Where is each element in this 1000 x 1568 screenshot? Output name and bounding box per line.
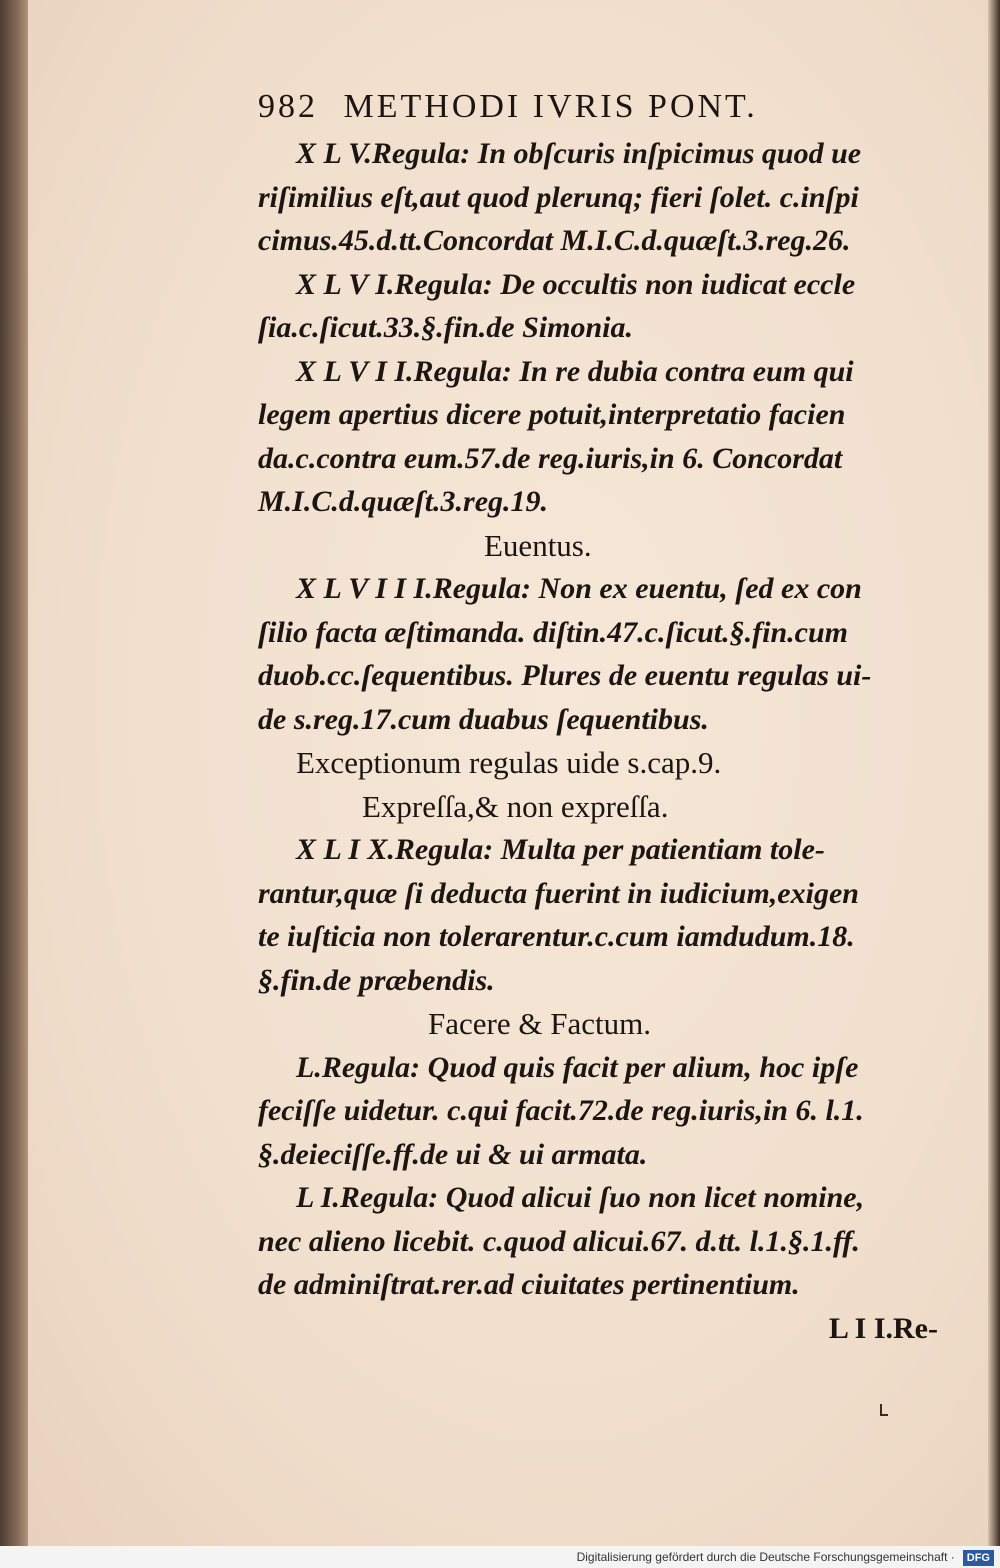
- text-line: §.deieciſſe.ff.de ui & ui armata.: [258, 1137, 648, 1171]
- footer-bar: [0, 1546, 1000, 1568]
- section-heading: Exceptionum regulas uide s.cap.9.: [296, 745, 722, 780]
- text-line: ſilio facta æſtimanda. diſtin.47.c.ſicut.§.fin.cum: [258, 615, 848, 649]
- margin-mark: [880, 1404, 888, 1416]
- text-line: te iuſticia non tolerarentur.c.cum iamdudum.18.: [258, 920, 855, 953]
- text-line: riſimilius eſt,aut quod plerunq; fieri ſolet. c.inſpi: [258, 180, 859, 214]
- text-line: cimus.45.d.tt.Concordat M.I.C.d.quæſt.3.reg.26.: [258, 224, 851, 257]
- text-line: M.I.C.d.quæſt.3.reg.19.: [258, 485, 549, 518]
- page-edge-right: [988, 0, 1000, 1568]
- dfg-logo-icon: DFG: [963, 1550, 994, 1566]
- section-heading: Facere & Factum.: [428, 1006, 651, 1041]
- text-line: X L V I I.Regula: In re dubia contra eum qui: [296, 354, 854, 388]
- funding-credit: Digitalisierung gefördert durch die Deutsche Forschungsgemeinschaft ·: [576, 1550, 955, 1564]
- page-number: 982: [258, 88, 318, 125]
- text-line: X L V I I I.Regula: Non ex euentu, ſed ex con: [296, 572, 862, 605]
- catchword: L I I.Re-: [828, 1311, 938, 1345]
- text-line: L I.Regula: Quod alicui ſuo non licet nomine,: [296, 1181, 865, 1214]
- page-text: [258, 82, 938, 1351]
- section-heading: Euentus.: [484, 527, 592, 563]
- text-line: de adminiſtrat.rer.ad ciuitates pertinentium.: [258, 1268, 800, 1301]
- text-line: de s.reg.17.cum duabus ſequentibus.: [258, 702, 709, 736]
- section-heading: Expreſſa,& non expreſſa.: [362, 788, 669, 824]
- running-title: METHODI IVRIS PONT.: [343, 88, 758, 125]
- text-line: X L V I.Regula: De occultis non iudicat eccle: [296, 267, 856, 301]
- text-line: ſia.c.ſicut.33.§.fin.de Simonia.: [258, 311, 633, 344]
- text-line: rantur,quæ ſi deducta fuerint in iudicium,exigen: [258, 876, 859, 910]
- running-head: [258, 82, 938, 132]
- text-line: §.fin.de præbendis.: [258, 963, 495, 997]
- text-line: L.Regula: Quod quis facit per alium, hoc ipſe: [296, 1050, 859, 1084]
- text-line: feciſſe uidetur. c.qui facit.72.de reg.iuris,in 6. l.1.: [258, 1094, 864, 1127]
- text-line: X L V.Regula: In obſcuris inſpicimus quod ue: [296, 137, 862, 170]
- text-line: duob.cc.ſequentibus. Plures de euentu regulas ui-: [258, 659, 872, 692]
- text-line: legem apertius dicere potuit,interpretatio facien: [258, 398, 846, 431]
- text-line: nec alieno licebit. c.quod alicui.67. d.tt. l.1.§.1.ff.: [258, 1224, 860, 1258]
- text-line: da.c.contra eum.57.de reg.iuris,in 6. Concordat: [258, 441, 843, 475]
- text-line: X L I X.Regula: Multa per patientiam tole-: [296, 833, 825, 866]
